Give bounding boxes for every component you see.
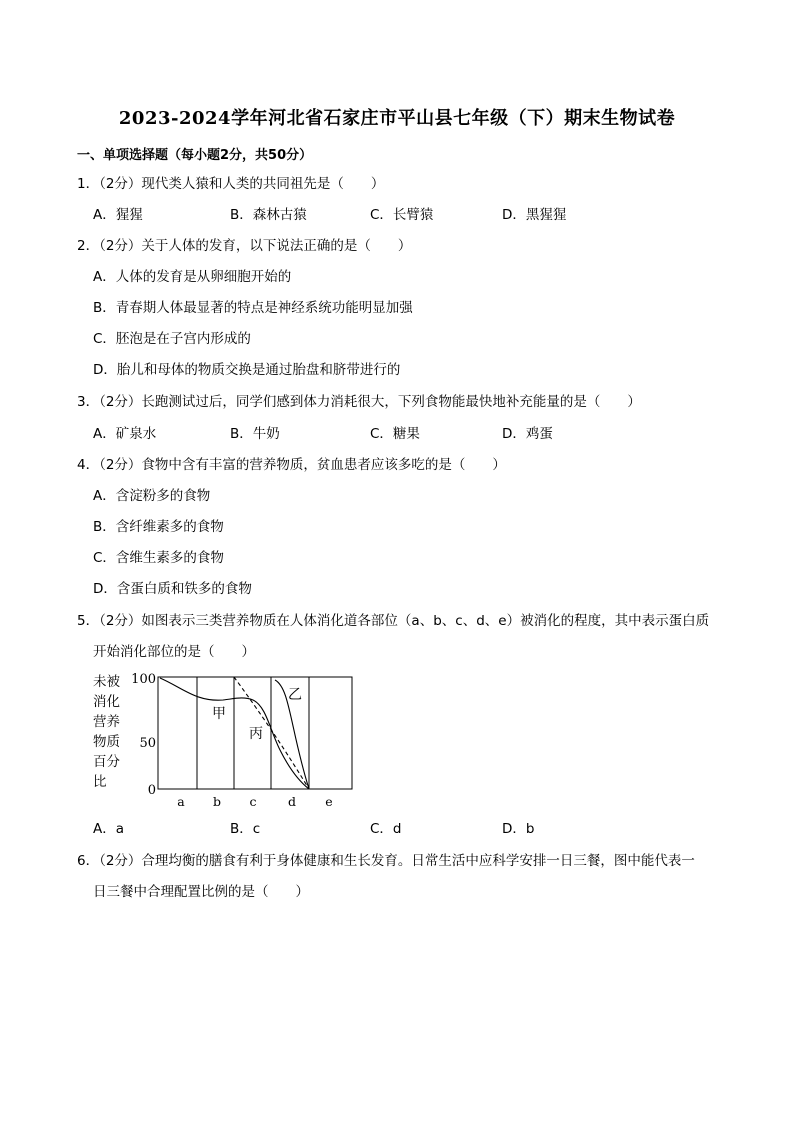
- page-title: 2023-2024学年河北省石家庄市平山县七年级（下）期末生物试卷: [118, 108, 676, 129]
- question-2-stem: 2．（2分）关于人体的发育，以下说法正确的是（ ）: [77, 238, 412, 254]
- question-1-option-a: A．猩猩: [93, 207, 143, 223]
- question-2-option-a: A．人体的发育是从卵细胞开始的: [93, 269, 292, 285]
- x-tick-a: a: [177, 794, 185, 809]
- question-4-option-b: B．含纤维素多的食物: [93, 519, 224, 535]
- question-3-option-b: B．牛奶: [230, 426, 280, 442]
- question-2-option-d: D．胎儿和母体的物质交换是通过胎盘和脐带进行的: [93, 362, 401, 378]
- x-tick-c: c: [249, 794, 257, 809]
- question-2-option-c: C．胚泡是在子宫内形成的: [93, 331, 251, 347]
- question-1-option-c: C．长臂猿: [370, 207, 434, 223]
- question-5-option-b: B．c: [230, 821, 261, 837]
- question-4-stem: 4．（2分）食物中含有丰富的营养物质，贫血患者应该多吃的是（ ）: [77, 457, 506, 473]
- question-5-option-c: C．d: [370, 821, 402, 837]
- question-4-option-c: C．含维生素多的食物: [93, 550, 224, 566]
- digestion-figure: [128, 668, 364, 816]
- question-2-option-b: B．青春期人体最显著的特点是神经系统功能明显加强: [93, 300, 413, 316]
- question-3-option-d: D．鸡蛋: [502, 426, 553, 442]
- x-tick-e: e: [325, 794, 333, 809]
- y-tick-100: 100: [131, 672, 156, 687]
- x-tick-b: b: [212, 794, 222, 809]
- figure-ylabel-line-6: 比: [93, 774, 107, 790]
- question-3-option-c: C．糖果: [370, 426, 420, 442]
- question-3-option-a: A．矿泉水: [93, 426, 157, 442]
- question-5-option-d: D．b: [502, 821, 535, 837]
- figure-ylabel-line-3: 营养: [93, 714, 120, 730]
- question-1-option-b: B．森林古猿: [230, 207, 307, 223]
- figure-ylabel-line-2: 消化: [93, 694, 120, 710]
- section-heading: 一、单项选择题（每小题2分，共50分）: [77, 148, 313, 163]
- figure-ylabel-line-1: 未被: [93, 674, 120, 690]
- question-5-stem-line-1: 5．（2分）如图表示三类营养物质在人体消化道各部位（a、b、c、d、e）被消化的程度，其中表示蛋白质: [77, 613, 710, 629]
- question-3-stem: 3．（2分）长跑测试过后，同学们感到体力消耗很大，下列食物能最快地补充能量的是（ ）: [77, 394, 641, 410]
- question-5-option-a: A．a: [93, 821, 125, 837]
- question-4-option-d: D．含蛋白质和铁多的食物: [93, 581, 252, 597]
- question-5-stem-line-2: 开始消化部位的是（ ）: [93, 644, 255, 660]
- figure-ylabel-line-5: 百分: [93, 754, 120, 770]
- question-6-stem-line-2: 日三餐中合理配置比例的是（ ）: [93, 884, 309, 900]
- y-tick-0: 0: [147, 783, 156, 798]
- curve-label-jia: 甲: [212, 706, 226, 722]
- question-1-stem: 1．（2分）现代类人猿和人类的共同祖先是（ ）: [77, 176, 385, 192]
- curve-label-yi: 乙: [288, 687, 302, 703]
- curve-label-bing: 丙: [249, 726, 263, 742]
- y-tick-50: 50: [139, 736, 156, 751]
- question-1-option-d: D．黑猩猩: [502, 207, 567, 223]
- question-6-stem-line-1: 6．（2分）合理均衡的膳食有利于身体健康和生长发育。日常生活中应科学安排一日三餐，图中能代表一: [77, 853, 695, 869]
- question-4-option-a: A．含淀粉多的食物: [93, 488, 211, 504]
- x-tick-d: d: [287, 794, 297, 809]
- figure-ylabel-line-4: 物质: [93, 734, 120, 750]
